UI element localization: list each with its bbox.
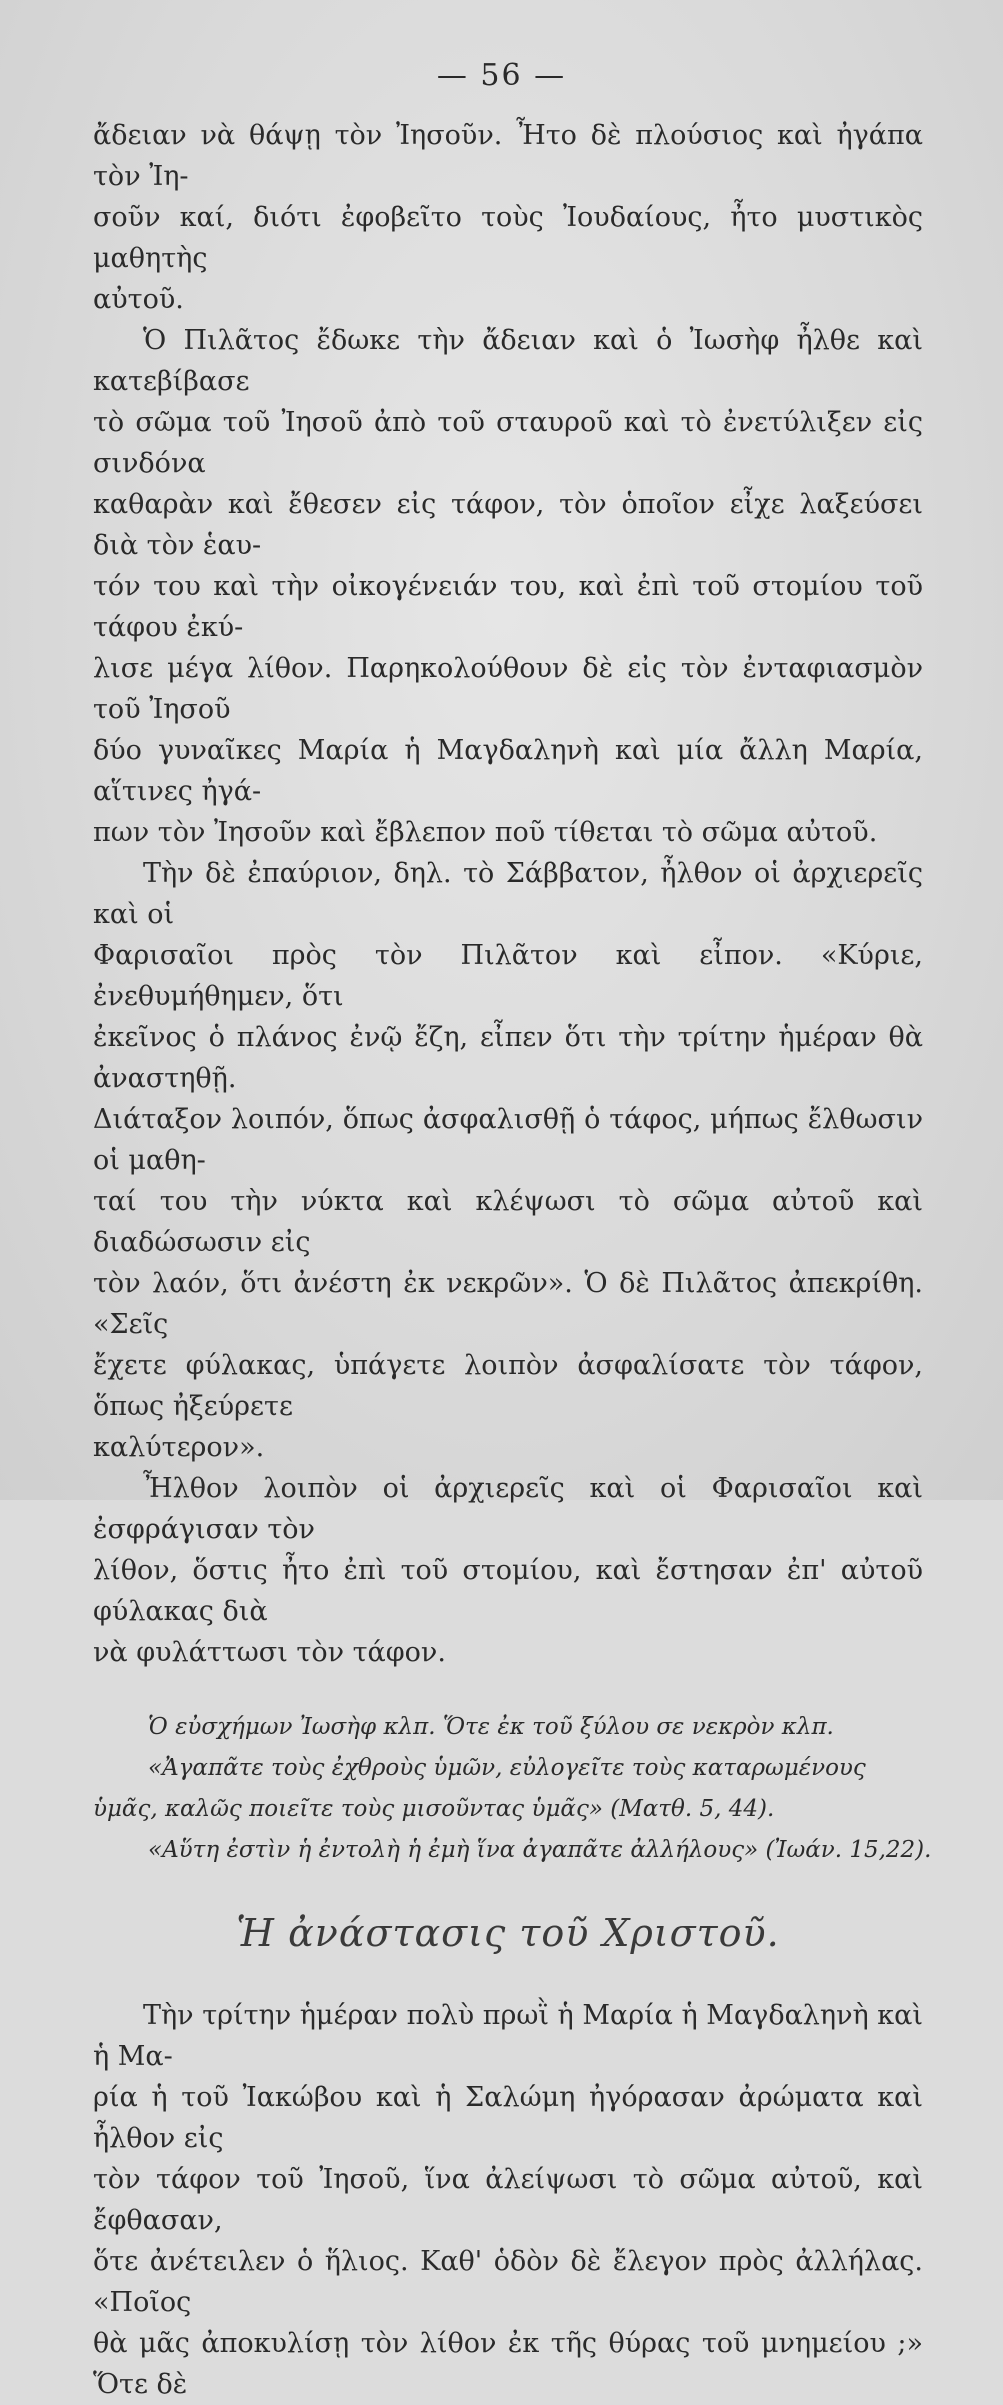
text-line: νὰ φυλάττωσι τὸν τάφον.: [93, 1637, 446, 1668]
text-line: δύο γυναῖκες Μαρία ἡ Μαγδαληνὴ καὶ μία ἄλλη Μαρία, αἵτινες ἠγά-: [93, 735, 923, 807]
text-line: λίθον, ὅστις ἦτο ἐπὶ τοῦ στομίου, καὶ ἔστησαν ἐπ' αὐτοῦ φύλακας διὰ: [93, 1555, 923, 1627]
text-line: Ἦλθον λοιπὸν οἱ ἀρχιερεῖς καὶ οἱ Φαρισαῖοι καὶ ἐσφράγισαν τὸν: [93, 1473, 923, 1545]
text-line: τὸ σῶμα τοῦ Ἰησοῦ ἀπὸ τοῦ σταυροῦ καὶ τὸ ἐνετύλιξεν εἰς σινδόνα: [93, 407, 923, 479]
text-line: ἔχετε φύλακας, ὑπάγετε λοιπὸν ἀσφαλίσατε τὸν τάφον, ὅπως ἠξεύρετε: [93, 1350, 923, 1422]
text-line: ταί του τὴν νύκτα καὶ κλέψωσι τὸ σῶμα αὐτοῦ καὶ διαδώσωσιν εἰς: [93, 1186, 923, 1258]
section-heading: Ἡ ἀνάστασις τοῦ Χριστοῦ.: [236, 1911, 780, 1955]
paragraph-2: [93, 320, 923, 853]
text-line: αὐτοῦ.: [93, 284, 184, 315]
paragraph-1: [93, 115, 923, 320]
text-line: πων τὸν Ἰησοῦν καὶ ἔβλεπον ποῦ τίθεται τὸ σῶμα αὐτοῦ.: [93, 817, 878, 848]
text-line: ἄδειαν νὰ θάψῃ τὸν Ἰησοῦν. Ἦτο δὲ πλούσιος καὶ ἠγάπα τὸν Ἰη-: [93, 120, 923, 192]
quote-line: ὑμᾶς, καλῶς ποιεῖτε τοὺς μισοῦντας ὑμᾶς» (Ματθ. 5, 44).: [93, 1796, 775, 1822]
text-line: Φαρισαῖοι πρὸς τὸν Πιλᾶτον καὶ εἶπον. «Κύριε, ἐνεθυμήθημεν, ὅτι: [93, 940, 923, 1012]
hymn-and-scripture-quotes: [93, 1707, 932, 1871]
text-line: τὸν τάφον τοῦ Ἰησοῦ, ἵνα ἀλείψωσι τὸ σῶμα αὐτοῦ, καὶ ἔφθασαν,: [93, 2164, 923, 2236]
quote-line: «Ἀγαπᾶτε τοὺς ἐχθροὺς ὑμῶν, εὐλογεῖτε τοὺς καταρωμένους: [148, 1755, 866, 1781]
paragraph-5: [93, 1995, 923, 2405]
text-line: ἐκεῖνος ὁ πλάνος ἐνῷ ἔζη, εἶπεν ὅτι τὴν τρίτην ἡμέραν θὰ ἀναστηθῇ.: [93, 1022, 923, 1094]
text-line: καλύτερον».: [93, 1432, 265, 1463]
text-line: Διάταξον λοιπόν, ὅπως ἀσφαλισθῇ ὁ τάφος, μήπως ἔλθωσιν οἱ μαθη-: [93, 1104, 923, 1176]
text-line: καθαρὰν καὶ ἔθεσεν εἰς τάφον, τὸν ὁποῖον εἶχε λαξεύσει διὰ τὸν ἑαυ-: [93, 489, 923, 561]
text-line: λισε μέγα λίθον. Παρηκολούθουν δὲ εἰς τὸν ἐνταφιασμὸν τοῦ Ἰησοῦ: [93, 653, 923, 725]
text-line: σοῦν καί, διότι ἐφοβεῖτο τοὺς Ἰουδαίους, ἦτο μυστικὸς μαθητὴς: [93, 202, 923, 274]
text-line: τόν του καὶ τὴν οἰκογένειάν του, καὶ ἐπὶ τοῦ στομίου τοῦ τάφου ἐκύ-: [93, 571, 923, 643]
text-line: Ὁ Πιλᾶτος ἔδωκε τὴν ἄδειαν καὶ ὁ Ἰωσὴφ ἦλθε καὶ κατεβίβασε: [93, 325, 923, 397]
body-text: [93, 115, 932, 2405]
text-line: ὅτε ἀνέτειλεν ὁ ἥλιος. Καθ' ὁδὸν δὲ ἔλεγον πρὸς ἀλλήλας. «Ποῖος: [93, 2246, 923, 2318]
paragraph-4: [93, 1468, 923, 1673]
text-line: ρία ἡ τοῦ Ἰακώβου καὶ ἡ Σαλώμη ἠγόρασαν ἀρώματα καὶ ἦλθον εἰς: [93, 2082, 923, 2154]
text-line: Τὴν τρίτην ἡμέραν πολὺ πρωῒ ἡ Μαρία ἡ Μαγδαληνὴ καὶ ἡ Μα-: [93, 2000, 923, 2072]
text-line: θὰ μᾶς ἀποκυλίσῃ τὸν λίθον ἐκ τῆς θύρας τοῦ μνημείου ;» Ὅτε δὲ: [93, 2328, 923, 2400]
paragraph-3: [93, 853, 923, 1468]
text-line: τὸν λαόν, ὅτι ἀνέστη ἐκ νεκρῶν». Ὁ δὲ Πιλᾶτος ἀπεκρίθη. «Σεῖς: [93, 1268, 923, 1340]
quote-line: Ὁ εὐσχήμων Ἰωσὴφ κλπ. Ὅτε ἐκ τοῦ ξύλου σε νεκρὸν κλπ.: [148, 1714, 834, 1740]
quote-line: «Αὕτη ἐστὶν ἡ ἐντολὴ ἡ ἐμὴ ἵνα ἀγαπᾶτε ἀλλήλους» (Ἰωάν. 15,22).: [148, 1837, 932, 1863]
page-number: — 56 —: [436, 58, 567, 93]
text-line: Τὴν δὲ ἐπαύριον, δηλ. τὸ Σάββατον, ἦλθον οἱ ἀρχιερεῖς καὶ οἱ: [93, 858, 923, 930]
